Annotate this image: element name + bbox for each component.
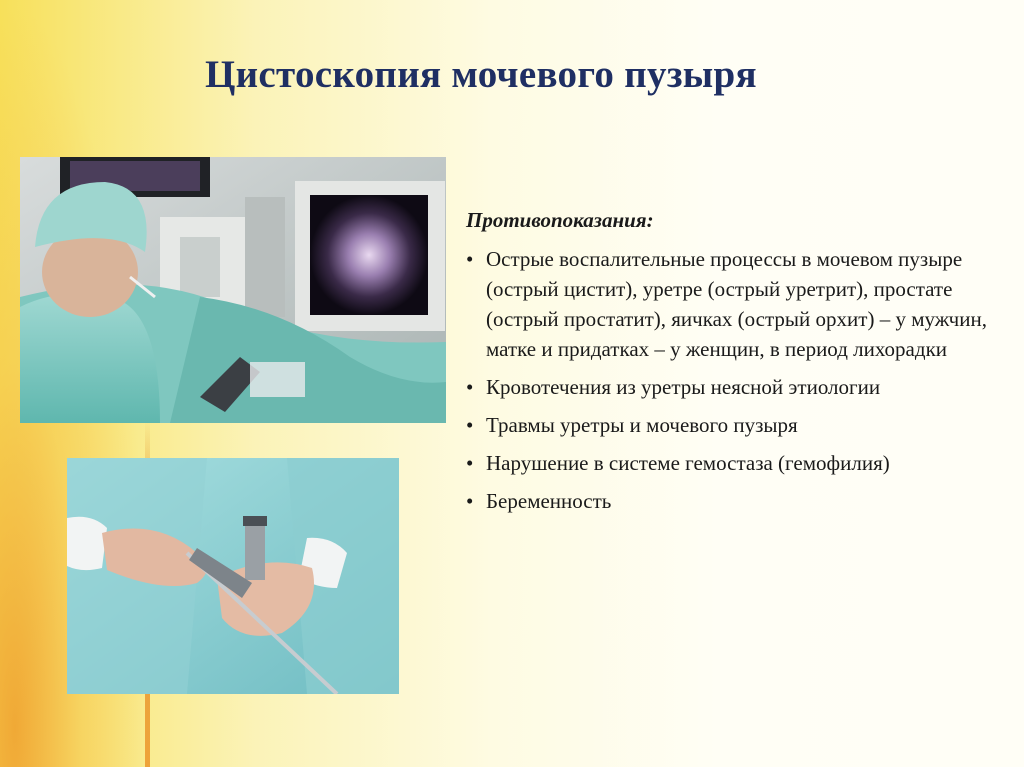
bullet-marker: • — [466, 413, 474, 437]
list-item-text: Острые воспалительные процессы в мочевом пузыре (острый цистит), уретре (острый уретрит), простате (острый простатит), яичках (острый орхит) – у мужчин, матке и придатках – у женщин, в период лихорадки — [486, 247, 987, 361]
list-item — [466, 448, 1011, 478]
list-item-text: Нарушение в системе гемостаза (гемофилия) — [486, 451, 890, 475]
bullet-marker: • — [466, 247, 474, 271]
surgery-photo-monitor — [20, 157, 446, 423]
bullet-marker: • — [466, 489, 474, 513]
list-item — [466, 486, 1011, 516]
contraindications-heading: Противопоказания: — [466, 208, 654, 232]
contraindications-block — [466, 205, 1011, 524]
list-item — [466, 244, 1011, 364]
list-item-text: Беременность — [486, 489, 612, 513]
bullet-marker: • — [466, 375, 474, 399]
list-item-text: Кровотечения из уретры неясной этиологии — [486, 375, 881, 399]
list-item — [466, 410, 1011, 440]
cystoscope-hands-photo — [67, 458, 399, 694]
contraindications-list — [466, 244, 1011, 516]
bullet-marker: • — [466, 451, 474, 475]
list-item-text: Травмы уретры и мочевого пузыря — [486, 413, 798, 437]
slide-title: Цистоскопия мочевого пузыря — [205, 53, 757, 96]
list-item — [466, 372, 1011, 402]
